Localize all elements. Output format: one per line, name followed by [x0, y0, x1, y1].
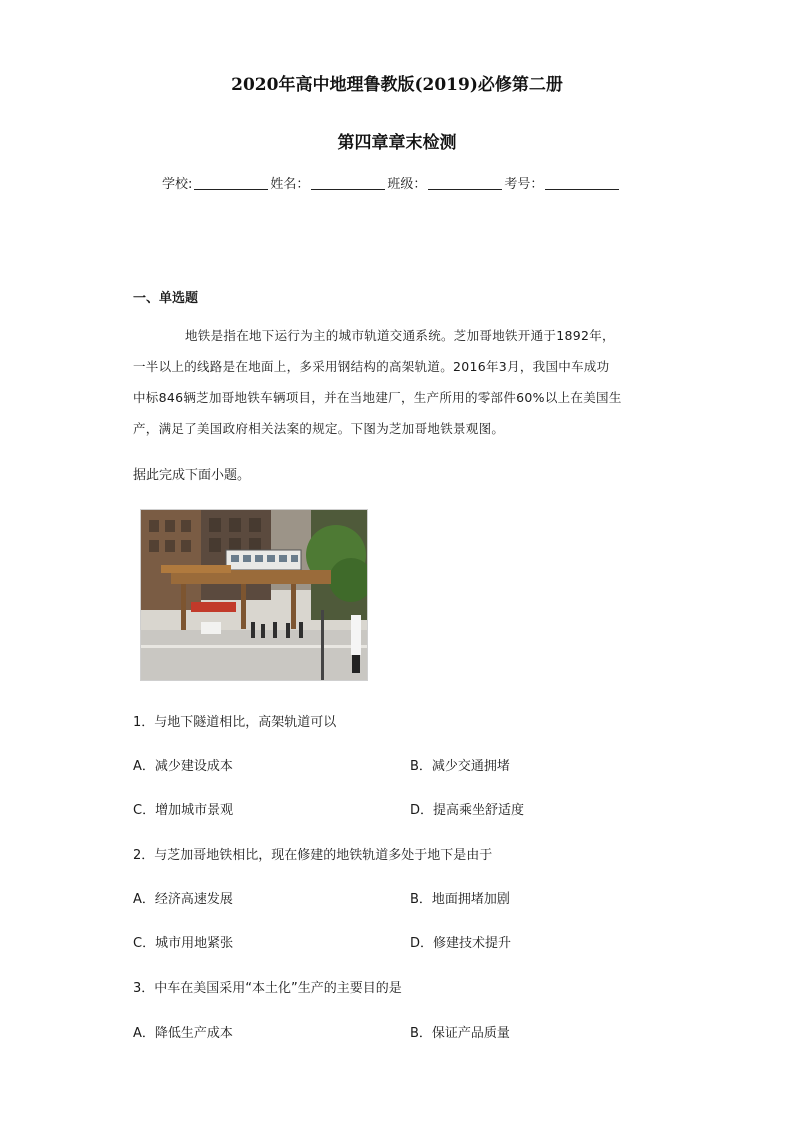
name-label: 姓名：	[270, 177, 310, 192]
chapter-title: 第四章章末检测	[337, 133, 457, 153]
exam-no-label: 考号：	[504, 177, 544, 192]
passage-line: 中标846辆芝加哥地铁车辆项目，并在当地建厂，生产所用的零部件60%以上在美国生	[133, 390, 622, 405]
instruction-text: 据此完成下面小题。	[133, 468, 251, 483]
question-stem: 1．与地下隧道相比，高架轨道可以	[133, 715, 337, 730]
option-d[interactable]: D．提高乘坐舒适度	[410, 803, 525, 818]
option-d[interactable]: D．修建技术提升	[410, 936, 512, 951]
name-blank[interactable]	[311, 176, 385, 190]
class-blank[interactable]	[428, 176, 502, 190]
exam-no-blank[interactable]	[545, 176, 619, 190]
section-heading: 一、单选题	[133, 291, 199, 306]
class-label: 班级：	[387, 177, 427, 192]
option-b[interactable]: B．减少交通拥堵	[410, 759, 510, 774]
document-title: 2020年高中地理鲁教版(2019)必修第二册	[231, 75, 563, 95]
option-c[interactable]: C．增加城市景观	[133, 803, 234, 818]
question-stem: 2．与芝加哥地铁相比，现在修建的地铁轨道多处于地下是由于	[133, 848, 493, 863]
passage-line: 一半以上的线路是在地面上，多采用钢结构的高架轨道。2016年3月，我国中车成功	[133, 359, 610, 374]
chicago-subway-photo	[140, 509, 368, 681]
option-b[interactable]: B．地面拥堵加剧	[410, 892, 510, 907]
student-info-line	[162, 173, 621, 192]
option-a[interactable]: A．经济高速发展	[133, 892, 233, 907]
elevated-train-photo	[141, 510, 367, 680]
passage-line: 地铁是指在地下运行为主的城市轨道交通系统。芝加哥地铁开通于1892年，	[185, 328, 615, 343]
school-blank[interactable]	[194, 176, 268, 190]
option-a[interactable]: A．减少建设成本	[133, 759, 233, 774]
school-label: 学校:	[162, 177, 193, 192]
option-c[interactable]: C．城市用地紧张	[133, 936, 234, 951]
option-a[interactable]: A．降低生产成本	[133, 1026, 233, 1041]
passage-line: 产，满足了美国政府相关法案的规定。下图为芝加哥地铁景观图。	[133, 421, 505, 436]
question-stem: 3．中车在美国采用“本土化”生产的主要目的是	[133, 981, 402, 996]
option-b[interactable]: B．保证产品质量	[410, 1026, 510, 1041]
